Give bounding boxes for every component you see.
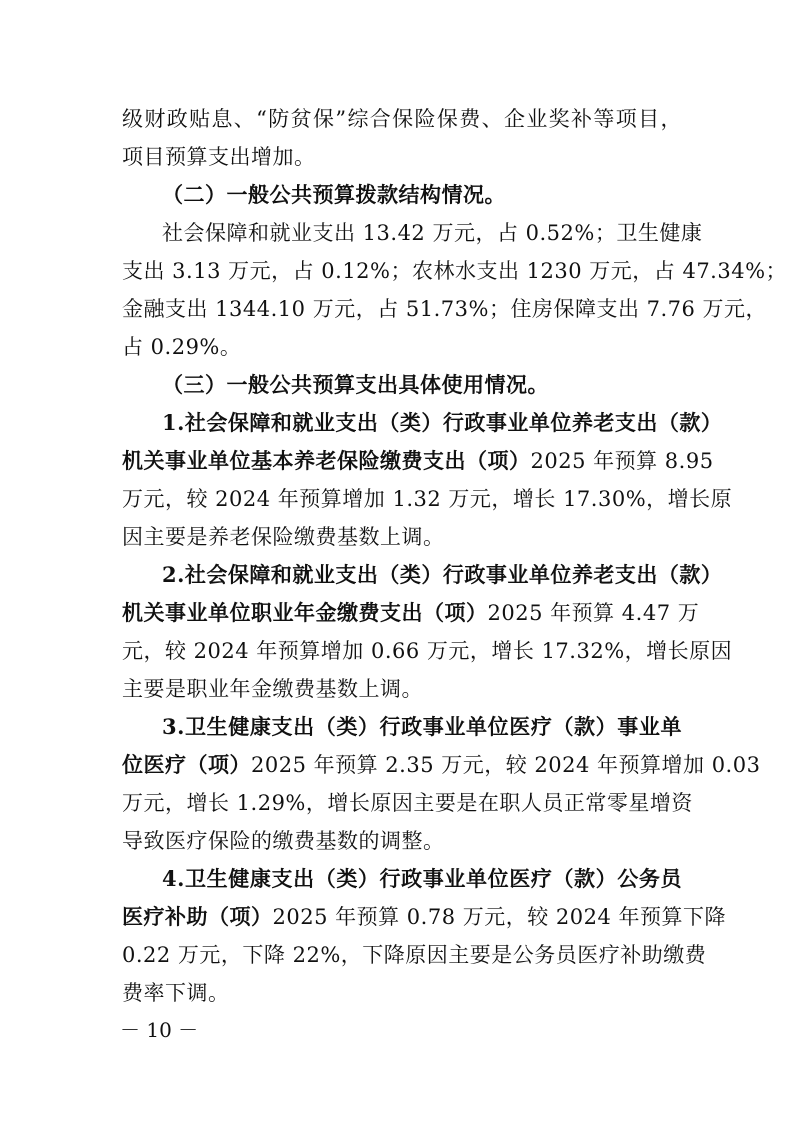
paragraph-line: 项目预算支出增加。 [122, 145, 316, 169]
paragraph-line: 级财政贴息、“防贫保”综合保险保费、企业奖补等项目， [122, 107, 682, 131]
paragraph-line: 主要是职业年金缴费基数上调。 [122, 677, 423, 701]
budget-text: 2025 年预算 0.78 万元，较 2024 年预算下降 [272, 905, 727, 929]
paragraph-line: 占 0.29%。 [122, 335, 242, 359]
item-heading-continued: 机关事业单位职业年金缴费支出（项） [122, 600, 488, 625]
paragraph-line: 导致医疗保险的缴费基数的调整。 [122, 829, 445, 853]
paragraph-line: 0.22 万元，下降 22%，下降原因主要是公务员医疗补助缴费 [122, 943, 707, 967]
paragraph-line: 万元，增长 1.29%，增长原因主要是在职人员正常零星增资 [122, 791, 693, 815]
paragraph-line: 元，较 2024 年预算增加 0.66 万元，增长 17.32%，增长原因 [122, 639, 733, 663]
paragraph-line [122, 446, 714, 476]
page-number: － 10 － [120, 1018, 199, 1042]
item-heading-continued: 机关事业单位基本养老保险缴费支出（项） [122, 448, 531, 473]
budget-text: 2025 年预算 8.95 [530, 449, 714, 473]
paragraph-line: 社会保障和就业支出 13.42 万元，占 0.52%；卫生健康 [162, 221, 703, 245]
section-heading-3: （三）一般公共预算支出具体使用情况。 [162, 373, 549, 397]
budget-text: 2025 年预算 4.47 万 [487, 601, 700, 625]
paragraph-line: 因主要是养老保险缴费基数上调。 [122, 525, 445, 549]
item-heading: 4.卫生健康支出（类）行政事业单位医疗（款）公务员 [162, 866, 682, 891]
paragraph-line [122, 902, 727, 932]
item-heading: 2.社会保障和就业支出（类）行政事业单位养老支出（款） [162, 562, 723, 587]
section-heading-2: （二）一般公共预算拨款结构情况。 [162, 183, 506, 207]
paragraph-line: 万元，较 2024 年预算增加 1.32 万元，增长 17.30%，增长原 [122, 487, 733, 511]
item-heading-continued: 位医疗（项） [122, 752, 251, 777]
item-heading: 3.卫生健康支出（类）行政事业单位医疗（款）事业单 [162, 714, 682, 739]
paragraph-line: 金融支出 1344.10 万元，占 51.73%；住房保障支出 7.76 万元， [122, 297, 768, 321]
paragraph-line [122, 598, 700, 628]
paragraph-line: 费率下调。 [122, 981, 230, 1005]
item-heading-continued: 医疗补助（项） [122, 904, 273, 929]
item-heading: 1.社会保障和就业支出（类）行政事业单位养老支出（款） [162, 410, 723, 435]
paragraph-line [122, 750, 761, 780]
paragraph-line: 支出 3.13 万元，占 0.12%；农林水支出 1230 万元，占 47.34%； [122, 259, 788, 283]
budget-text: 2025 年预算 2.35 万元，较 2024 年预算增加 0.03 [251, 753, 761, 777]
